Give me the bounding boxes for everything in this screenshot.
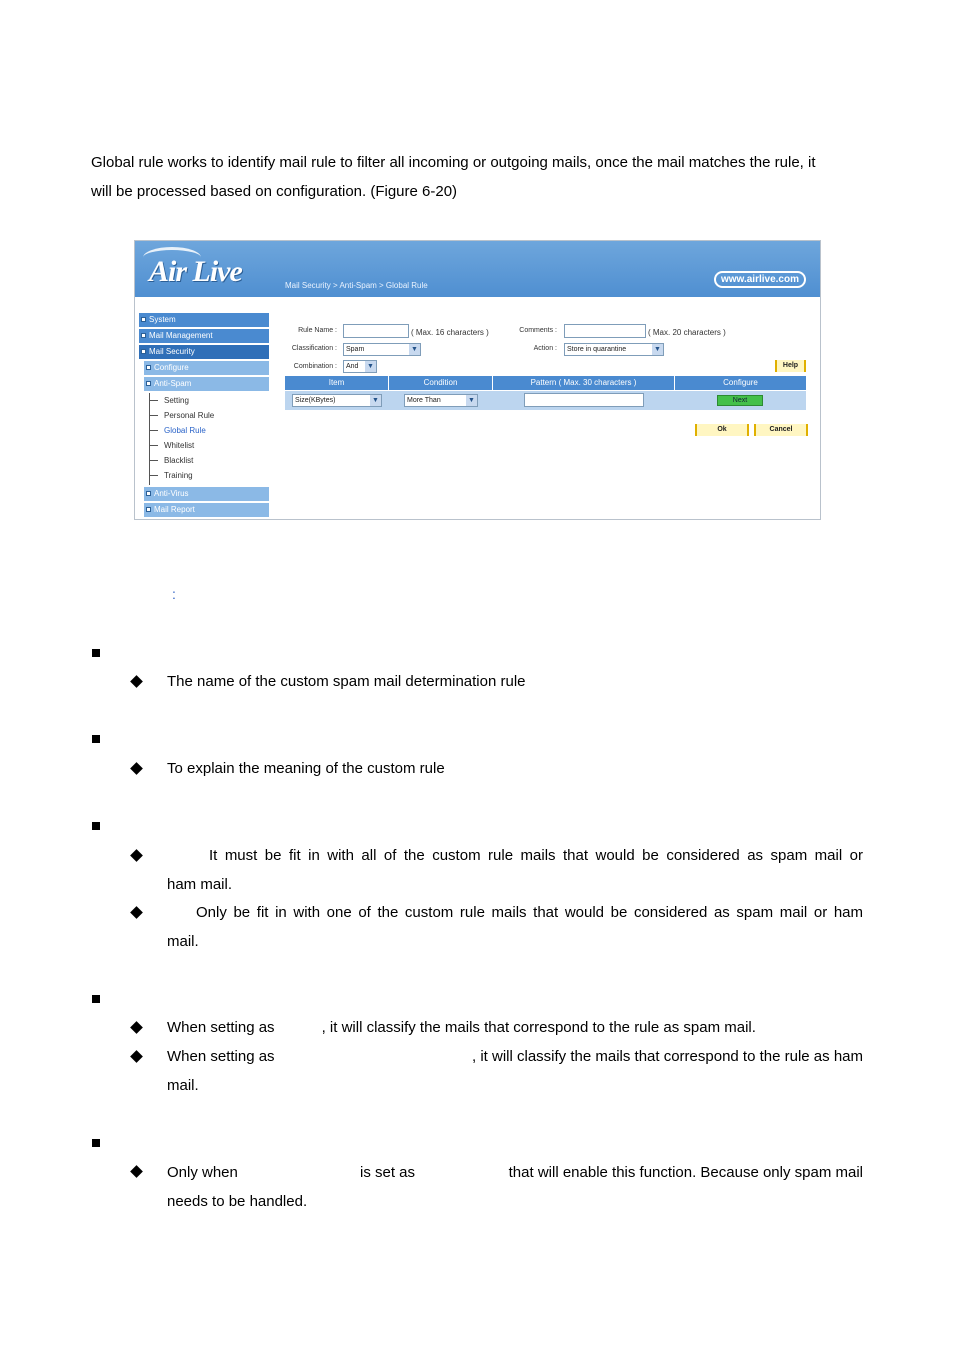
square-bullet-icon [92,995,100,1003]
diamond-bullet-icon [130,1165,143,1178]
expand-icon [146,507,151,512]
combination-select[interactable]: And ▼ [343,360,377,373]
classification-label: Classification : [291,345,337,352]
expand-icon [146,491,151,496]
action-post: that will enable this function. Because only spam mail [508,1164,863,1181]
diamond-bullet-icon [130,1021,143,1034]
diamond-bullet-icon [130,1050,143,1063]
chevron-down-icon: ▼ [652,344,663,355]
site-link[interactable]: www.airlive.com [714,271,806,288]
bullet-rule-name: The name of the custom spam mail determination rule [167,673,526,690]
ok-button[interactable]: Ok [695,424,749,436]
sidebar-item-system[interactable]: System [139,313,269,327]
intro-line-1: Global rule works to identify mail rule to filter all incoming or outgoing mails, once the mail matches the rule, it [91,154,816,171]
ham-pre: When setting as [167,1048,275,1065]
header-banner [135,241,820,297]
sidebar-item-mail-report[interactable]: Mail Report [144,503,269,517]
tree-item-personal-rule[interactable]: Personal Rule [150,408,214,423]
diamond-bullet-icon [130,906,143,919]
or-line-1: Only be fit in with one of the custom rule mails that would be considered as spam mail or ham [196,904,863,921]
intro-paragraph [91,148,864,206]
action-line-2: needs to be handled. [167,1193,308,1210]
next-button[interactable]: Next [717,395,763,406]
ham-post: , it will classify the mails that correspond to the rule as ham [472,1048,863,1065]
comments-label: Comments : [519,327,557,334]
square-bullet-icon [92,649,100,657]
condition-select[interactable]: More Than ▼ [404,394,478,407]
sidebar [139,313,269,519]
or-line-2: mail. [167,933,199,950]
chevron-down-icon: ▼ [466,395,477,406]
classification-select[interactable]: Spam ▼ [343,343,421,356]
anti-spam-tree [149,393,269,485]
tree-item-global-rule[interactable]: Global Rule [150,423,206,438]
sidebar-item-mail-management[interactable]: Mail Management [139,329,269,343]
bullet-classification-spam: When setting as , it will classify the mails that correspond to the rule as spam mail. [167,1019,756,1036]
bullet-combination-and [167,841,863,899]
expand-icon [146,365,151,370]
diamond-bullet-icon [130,675,143,688]
sidebar-item-anti-spam[interactable]: Anti-Spam [144,377,269,391]
rule-grid-header [285,376,806,390]
airlive-logo: Air Live [149,255,242,288]
chevron-down-icon: ▼ [370,395,381,406]
tree-item-whitelist[interactable]: Whitelist [150,438,194,453]
action-select[interactable]: Store in quarantine ▼ [564,343,664,356]
chevron-down-icon: ▼ [365,361,376,372]
col-item: Item [285,376,389,390]
bullet-classification-ham [167,1042,863,1100]
rule-name-label: Rule Name : [298,327,337,334]
action-label: Action : [533,345,557,352]
bullet-combination-or [167,898,863,956]
intro-line-2: will be processed based on configuration. (Figure 6-20) [91,183,458,200]
action-pre: Only when [167,1164,238,1181]
diamond-bullet-icon [130,762,143,775]
tree-item-blacklist[interactable]: Blacklist [150,453,193,468]
tree-item-setting[interactable]: Setting [150,393,189,408]
item-select[interactable]: Size(KBytes) ▼ [292,394,382,407]
colon-mark: : [172,586,176,602]
breadcrumb: Mail Security > Anti-Spam > Global Rule [285,281,428,290]
square-bullet-icon [92,822,100,830]
diamond-bullet-icon [130,849,143,862]
collapse-icon [146,381,151,386]
action-mid: is set as [360,1164,416,1181]
ham-line-2: mail. [167,1077,199,1094]
pattern-input[interactable] [524,393,644,407]
cancel-button[interactable]: Cancel [754,424,808,436]
square-bullet-icon [92,1139,100,1147]
combination-label: Combination : [293,363,337,370]
and-line-2: ham mail. [167,876,233,893]
col-condition: Condition [389,376,493,390]
collapse-icon [141,349,146,354]
rule-name-input[interactable] [343,324,409,338]
sidebar-item-configure[interactable]: Configure [144,361,269,375]
comments-input[interactable] [564,324,646,338]
tree-item-training[interactable]: Training [150,468,193,483]
expand-icon [141,317,146,322]
sidebar-item-mail-security[interactable]: Mail Security [139,345,269,359]
global-rule-screenshot [134,240,821,520]
and-line-1: It must be fit in with all of the custom rule mails that would be considered as spam mail or [209,847,863,864]
help-button[interactable]: Help [775,360,806,372]
chevron-down-icon: ▼ [409,344,420,355]
rule-name-hint: ( Max. 16 characters ) [411,328,489,337]
square-bullet-icon [92,735,100,743]
col-configure: Configure [675,376,806,390]
bullet-comments: To explain the meaning of the custom rule [167,760,445,777]
expand-icon [141,333,146,338]
sidebar-item-anti-virus[interactable]: Anti-Virus [144,487,269,501]
col-pattern: Pattern ( Max. 30 characters ) [493,376,675,390]
comments-hint: ( Max. 20 characters ) [648,328,726,337]
